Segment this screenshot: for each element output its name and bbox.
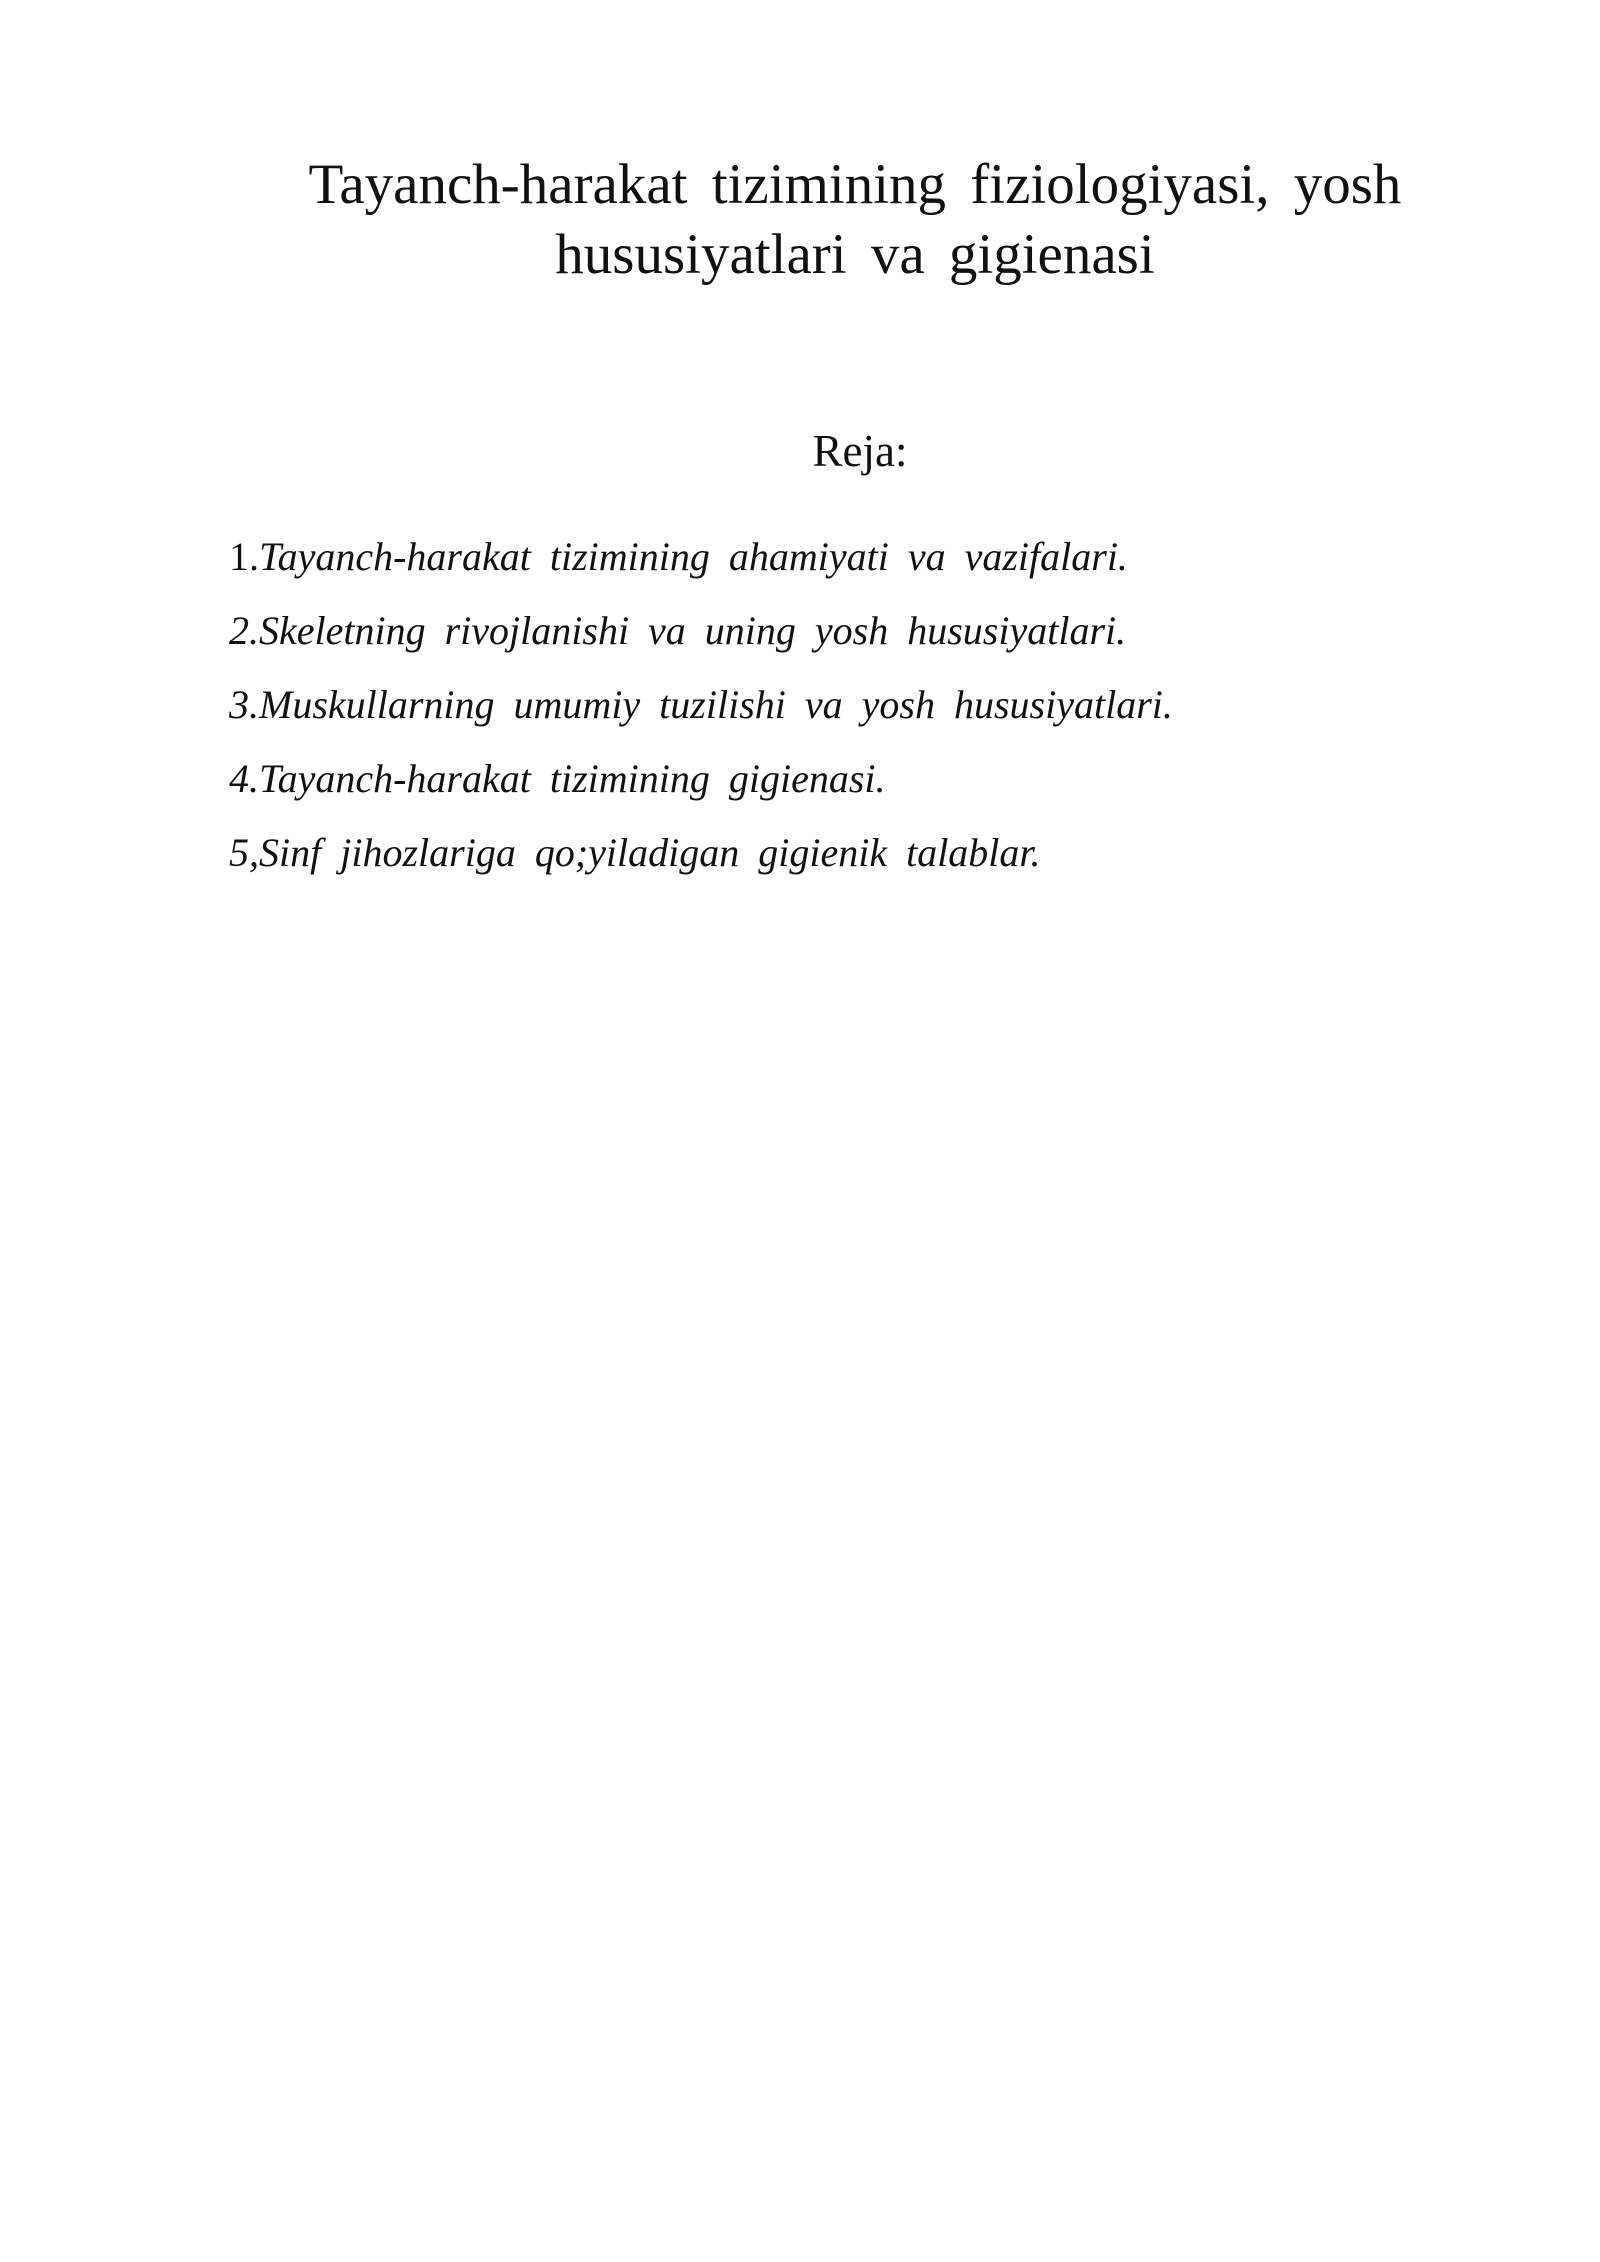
- plan-item-number: 5,: [229, 830, 259, 875]
- plan-item-text: Tayanch-harakat tizimining gigienasi.: [259, 756, 886, 801]
- plan-item-text: Skeletning rivojlanishi va uning yosh hususiyatlari.: [259, 608, 1127, 653]
- plan-item: [229, 532, 1429, 582]
- document-title: [270, 150, 1440, 290]
- plan-item-number: 2.: [229, 608, 259, 653]
- plan-item: [229, 754, 1429, 804]
- plan-heading: Reja:: [812, 426, 908, 476]
- plan-item-number: 3.: [229, 682, 259, 727]
- plan-item: [229, 828, 1429, 878]
- plan-item-text: Sinf jihozlariga qo;yiladigan gigienik talablar.: [259, 830, 1041, 875]
- document-title-line-2: hususiyatlari va gigienasi: [555, 223, 1155, 286]
- plan-item-number: 4.: [229, 756, 259, 801]
- plan-item-text: Muskullarning umumiy tuzilishi va yosh hususiyatlari.: [259, 682, 1173, 727]
- plan-item: [229, 680, 1429, 730]
- plan-item-number: 1.: [229, 534, 259, 579]
- plan-item: [229, 606, 1429, 656]
- plan-item-text: Tayanch-harakat tizimining ahamiyati va vazifalari.: [259, 534, 1128, 579]
- plan-list: [229, 532, 1429, 902]
- document-title-line-1: Tayanch-harakat tizimining fiziologiyasi, yosh: [308, 153, 1402, 216]
